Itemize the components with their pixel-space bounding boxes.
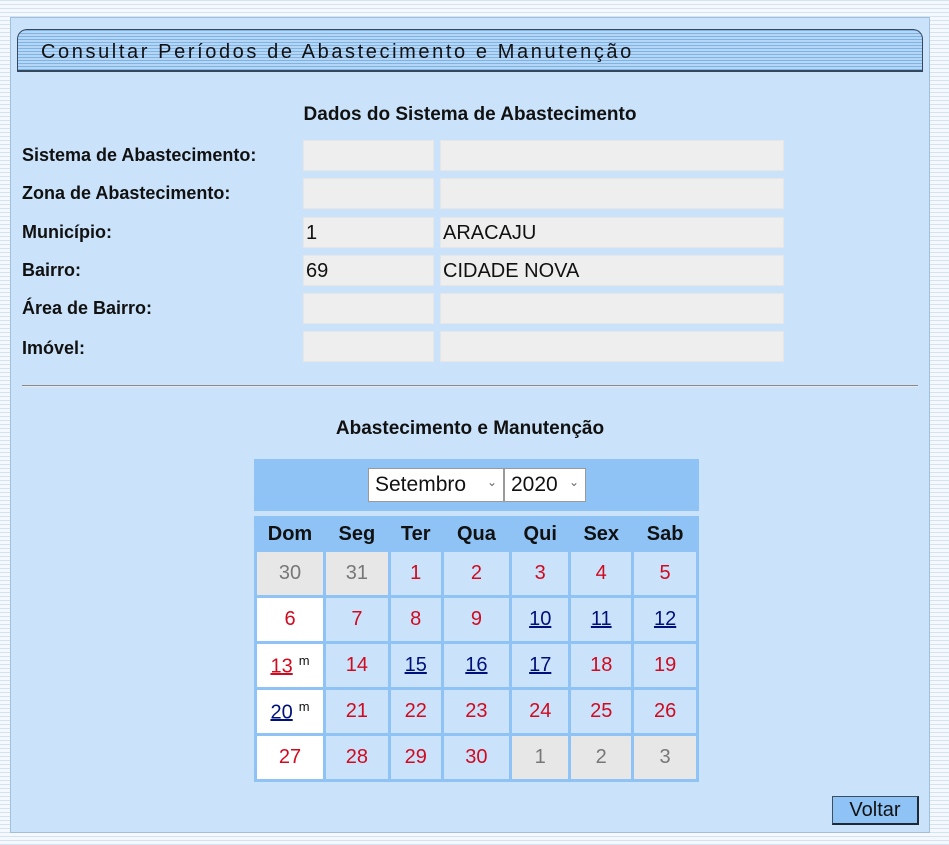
month-select-value: Setembro xyxy=(375,473,467,496)
calendar-day-number: 14 xyxy=(345,654,368,676)
calendar-grid xyxy=(254,516,699,782)
label-imovel: Imóvel: xyxy=(22,338,86,358)
calendar-day-number[interactable]: 16 xyxy=(465,654,488,676)
calendar-day-number: 8 xyxy=(410,608,422,630)
calendar-day-number: 30 xyxy=(278,562,302,584)
calendar-day[interactable] xyxy=(257,644,323,687)
calendar-day xyxy=(634,644,696,687)
voltar-button[interactable]: Voltar xyxy=(832,796,919,825)
field-sistema-nome xyxy=(440,140,784,171)
calendar-day xyxy=(444,598,510,641)
calendar-day xyxy=(391,598,441,641)
calendar-day xyxy=(326,690,388,733)
calendar-day xyxy=(571,644,631,687)
calendar-day xyxy=(326,736,388,779)
calendar-day xyxy=(512,552,568,595)
calendar-day-number[interactable]: 12 xyxy=(653,608,677,630)
calendar-day-number: 28 xyxy=(345,746,368,768)
weekday-qua: Qua xyxy=(456,522,496,545)
calendar-day-number: 1 xyxy=(534,746,546,768)
weekday-ter: Ter xyxy=(400,522,431,545)
calendar-body xyxy=(257,552,696,779)
calendar-day-number: 1 xyxy=(410,562,422,584)
calendar-day xyxy=(634,736,696,779)
label-area-bairro: Área de Bairro: xyxy=(22,298,153,318)
field-municipio-codigo: 1 xyxy=(303,217,434,248)
calendar-day-number: 23 xyxy=(465,700,488,722)
weekday-seg: Seg xyxy=(338,522,376,545)
calendar-day[interactable] xyxy=(634,598,696,641)
calendar-day-number: 24 xyxy=(529,700,552,722)
weekday-qui: Qui xyxy=(523,522,557,545)
field-imovel-codigo xyxy=(303,331,434,362)
calendar-day[interactable] xyxy=(571,598,631,641)
calendar-day xyxy=(512,690,568,733)
calendar-day-number: 9 xyxy=(470,608,482,630)
field-area-codigo xyxy=(303,293,434,324)
calendar-week-row xyxy=(257,736,696,779)
calendar-day-number: 3 xyxy=(659,746,671,768)
calendar-day-number[interactable]: 10 xyxy=(529,608,552,630)
calendar-day[interactable] xyxy=(512,598,568,641)
chevron-down-icon: ⌄ xyxy=(486,475,497,489)
calendar-day-number: 6 xyxy=(284,608,296,630)
calendar-day xyxy=(391,552,441,595)
calendar-day-number[interactable]: 15 xyxy=(404,654,427,676)
field-zona-codigo xyxy=(303,178,434,209)
calendar-day-number: 19 xyxy=(653,654,677,676)
calendar-day[interactable] xyxy=(444,644,510,687)
calendar-day xyxy=(257,552,323,595)
calendar-day-number[interactable]: 20 xyxy=(270,701,293,724)
label-bairro: Bairro: xyxy=(22,260,82,280)
month-select[interactable] xyxy=(368,468,504,502)
label-sistema-abastecimento: Sistema de Abastecimento: xyxy=(22,145,257,165)
calendar-day[interactable] xyxy=(257,690,323,733)
calendar-day xyxy=(257,736,323,779)
calendar-day-number: 30 xyxy=(465,746,488,768)
calendar-day-number: 7 xyxy=(351,608,363,630)
calendar-day[interactable] xyxy=(512,644,568,687)
calendar-day[interactable] xyxy=(391,644,441,687)
calendar-day-number: 21 xyxy=(345,700,368,722)
field-sistema-codigo xyxy=(303,140,434,171)
main-panel xyxy=(10,17,930,833)
field-area-nome xyxy=(440,293,784,324)
calendar-day xyxy=(444,736,510,779)
label-zona-abastecimento: Zona de Abastecimento: xyxy=(22,183,231,203)
field-bairro-nome: CIDADE NOVA xyxy=(440,255,784,286)
calendar-day-number[interactable]: 13 xyxy=(270,655,293,678)
weekday-dom: Dom xyxy=(267,522,313,545)
chevron-down-icon: ⌄ xyxy=(568,475,579,489)
field-imovel-nome xyxy=(440,331,784,362)
calendar-day-number[interactable]: 17 xyxy=(529,654,552,676)
weekday-sex: Sex xyxy=(583,522,620,545)
weekday-sab: Sab xyxy=(646,522,684,545)
calendar-day xyxy=(326,598,388,641)
section-title-calendario: Abastecimento e Manutenção xyxy=(335,418,605,439)
field-bairro-codigo: 69 xyxy=(303,255,434,286)
page-title: Consultar Períodos de Abastecimento e Manutenção xyxy=(41,41,634,63)
calendar-day-number: 25 xyxy=(590,700,613,722)
calendar-week-row xyxy=(257,690,696,733)
calendar-day-number[interactable]: 11 xyxy=(590,608,612,630)
calendar-day-number: 4 xyxy=(595,562,607,584)
calendar-week-row xyxy=(257,644,696,687)
calendar-day xyxy=(326,644,388,687)
calendar-day xyxy=(634,690,696,733)
weekday-header-row xyxy=(257,519,696,549)
field-zona-nome xyxy=(440,178,784,209)
calendar-day-number: 2 xyxy=(595,746,607,768)
calendar-day-number: 26 xyxy=(653,700,677,722)
field-municipio-nome: ARACAJU xyxy=(440,217,784,248)
calendar-day xyxy=(571,690,631,733)
calendar-day-number: 27 xyxy=(278,746,302,768)
section-title-dados: Dados do Sistema de Abastecimento xyxy=(303,104,637,125)
calendar-day xyxy=(571,552,631,595)
calendar-day-number: 31 xyxy=(345,562,368,584)
calendar-day xyxy=(444,690,510,733)
calendar-week-row xyxy=(257,552,696,595)
calendar-day-number: 18 xyxy=(590,654,613,676)
title-tab xyxy=(17,29,923,72)
year-select[interactable] xyxy=(504,468,586,502)
calendar-day-number: 29 xyxy=(404,746,427,768)
calendar-day xyxy=(391,690,441,733)
maintenance-marker: m xyxy=(298,652,310,668)
calendar-week-row xyxy=(257,598,696,641)
calendar-day-number: 3 xyxy=(534,562,546,584)
calendar-day-number: 5 xyxy=(659,562,671,584)
year-select-value: 2020 xyxy=(511,473,558,496)
calendar-day xyxy=(571,736,631,779)
calendar-day xyxy=(512,736,568,779)
calendar-day xyxy=(634,552,696,595)
calendar-day xyxy=(326,552,388,595)
calendar-day-number: 2 xyxy=(470,562,482,584)
label-municipio: Município: xyxy=(22,222,112,242)
calendar-day xyxy=(391,736,441,779)
calendar-day xyxy=(444,552,510,595)
maintenance-marker: m xyxy=(298,698,310,714)
calendar-day xyxy=(257,598,323,641)
divider xyxy=(22,385,918,387)
calendar-day-number: 22 xyxy=(404,700,427,722)
calendar-header xyxy=(254,459,699,511)
